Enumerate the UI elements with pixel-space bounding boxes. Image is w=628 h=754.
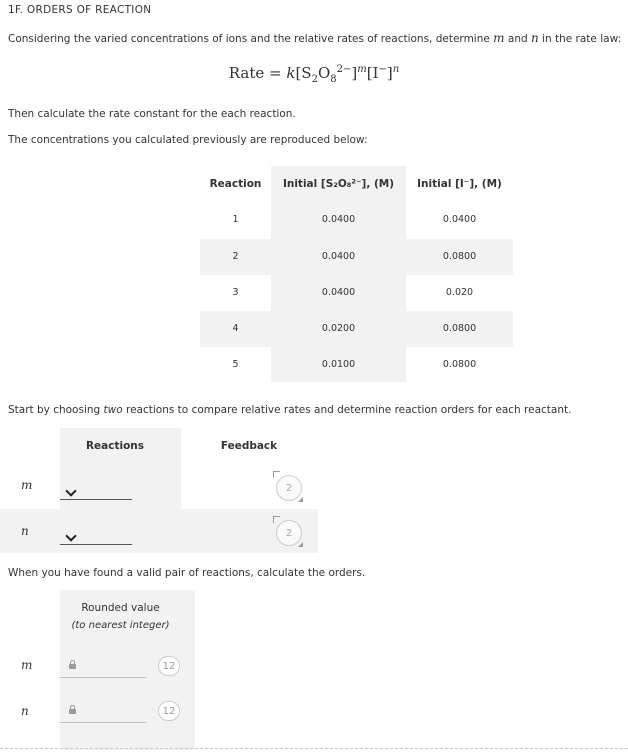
header-s2o8-formula: [S₂O₈²⁻]: [320, 178, 367, 190]
attempts-badge-n: 12: [158, 701, 180, 721]
header-iodide-unit: , (M): [474, 178, 502, 190]
table-row-3-iodide: 0.020: [445, 287, 474, 298]
found-instruction: When you have found a valid pair of reactions, calculate the orders.: [8, 567, 366, 579]
eq-s-sub: 2: [311, 74, 318, 85]
eq-n-exp: n: [392, 64, 400, 75]
table-row-1-reaction: 1: [232, 214, 239, 225]
eq-o-sub: 8: [330, 74, 337, 85]
reaction-select-m[interactable]: [60, 484, 132, 500]
chevron-down-icon: [65, 485, 76, 496]
header-iodide-prefix: Initial: [417, 178, 456, 190]
rounded-header-line2: (to nearest integer): [71, 620, 170, 631]
rounded-input-m[interactable]: [60, 662, 146, 678]
start-before: Start by choosing: [8, 404, 104, 416]
reactions-header: Reactions: [85, 440, 145, 452]
attempts-badge-m: 12: [158, 656, 180, 676]
table-row-4-s2o8: 0.0200: [321, 323, 356, 334]
header-s2o8-prefix: Initial: [282, 178, 321, 190]
table-row-1-iodide: 0.0400: [442, 214, 477, 225]
start-after: reactions to compare relative rates and determine reaction orders for each reactant.: [122, 404, 572, 416]
eq-rate: Rate: [228, 64, 265, 82]
lock-icon: [69, 664, 76, 669]
intro-m-var: m: [493, 31, 505, 45]
chevron-down-icon: [65, 530, 76, 541]
section-divider: [0, 748, 628, 749]
eq-charge: 2−: [336, 64, 352, 75]
intro-text: [8, 31, 621, 45]
feedback-badge-n[interactable]: [276, 520, 302, 546]
rate-law-equation: [0, 64, 628, 85]
rounded-row-n-var: n: [21, 704, 29, 718]
table-row-4-reaction: 4: [232, 323, 239, 334]
header-s2o8: [271, 178, 406, 190]
table-row-3-s2o8: 0.0400: [321, 287, 356, 298]
intro-after: in the rate law:: [538, 33, 622, 45]
table-row-2-iodide: 0.0800: [442, 251, 477, 262]
reactions-row-n-band: [0, 509, 318, 553]
corner-mark-icon: [298, 542, 303, 547]
intro-n-var: n: [531, 31, 539, 45]
start-instruction: [8, 404, 571, 416]
table-row-4-iodide: 0.0800: [442, 323, 477, 334]
lock-icon: [69, 709, 76, 714]
table-row-2-reaction: 2: [232, 251, 239, 262]
table-row-1-s2o8: 0.0400: [321, 214, 356, 225]
row-n-var: n: [21, 524, 29, 538]
eq-s-open: [S: [295, 64, 312, 82]
rounded-row-m-var: m: [21, 658, 33, 672]
intro-and: and: [504, 33, 531, 45]
feedback-attempts-n: 2: [285, 527, 293, 539]
section-title: 1F. ORDERS OF REACTION: [8, 4, 152, 16]
eq-i-open: [I: [366, 64, 379, 82]
reaction-select-n[interactable]: [60, 529, 132, 545]
rounded-input-n[interactable]: [60, 707, 146, 723]
eq-o: O: [317, 64, 331, 82]
feedback-attempts-m: 2: [285, 482, 293, 494]
eq-i-close: ]: [386, 64, 393, 82]
table-row-5-reaction: 5: [232, 359, 239, 370]
table-row-2-s2o8: 0.0400: [321, 251, 356, 262]
eq-equals: =: [264, 64, 287, 82]
table-row-5-iodide: 0.0800: [442, 359, 477, 370]
corner-mark-icon: [273, 471, 280, 478]
eq-i-charge: −: [378, 64, 387, 75]
eq-k: k: [286, 64, 296, 82]
intro-before: Considering the varied concentrations of ions and the relative rates of reactions, determine: [8, 33, 494, 45]
calc-instruction: Then calculate the rate constant for the each reaction.: [8, 108, 296, 120]
header-iodide-formula: [I⁻]: [455, 178, 475, 190]
rounded-header-line1: Rounded value: [81, 602, 160, 614]
header-reaction: Reaction: [209, 178, 262, 190]
header-s2o8-unit: , (M): [366, 178, 395, 190]
eq-m-exp: m: [357, 64, 367, 75]
conc-instruction: The concentrations you calculated previously are reproduced below:: [8, 134, 368, 146]
row-m-var: m: [21, 478, 33, 492]
feedback-header: Feedback: [220, 440, 278, 452]
corner-mark-icon: [273, 516, 280, 523]
start-em: two: [103, 404, 123, 416]
feedback-badge-m[interactable]: [276, 475, 302, 501]
corner-mark-icon: [298, 497, 303, 502]
table-row-5-s2o8: 0.0100: [321, 359, 356, 370]
eq-s-close: ]: [351, 64, 358, 82]
header-iodide: [406, 178, 513, 190]
table-row-3-reaction: 3: [232, 287, 239, 298]
